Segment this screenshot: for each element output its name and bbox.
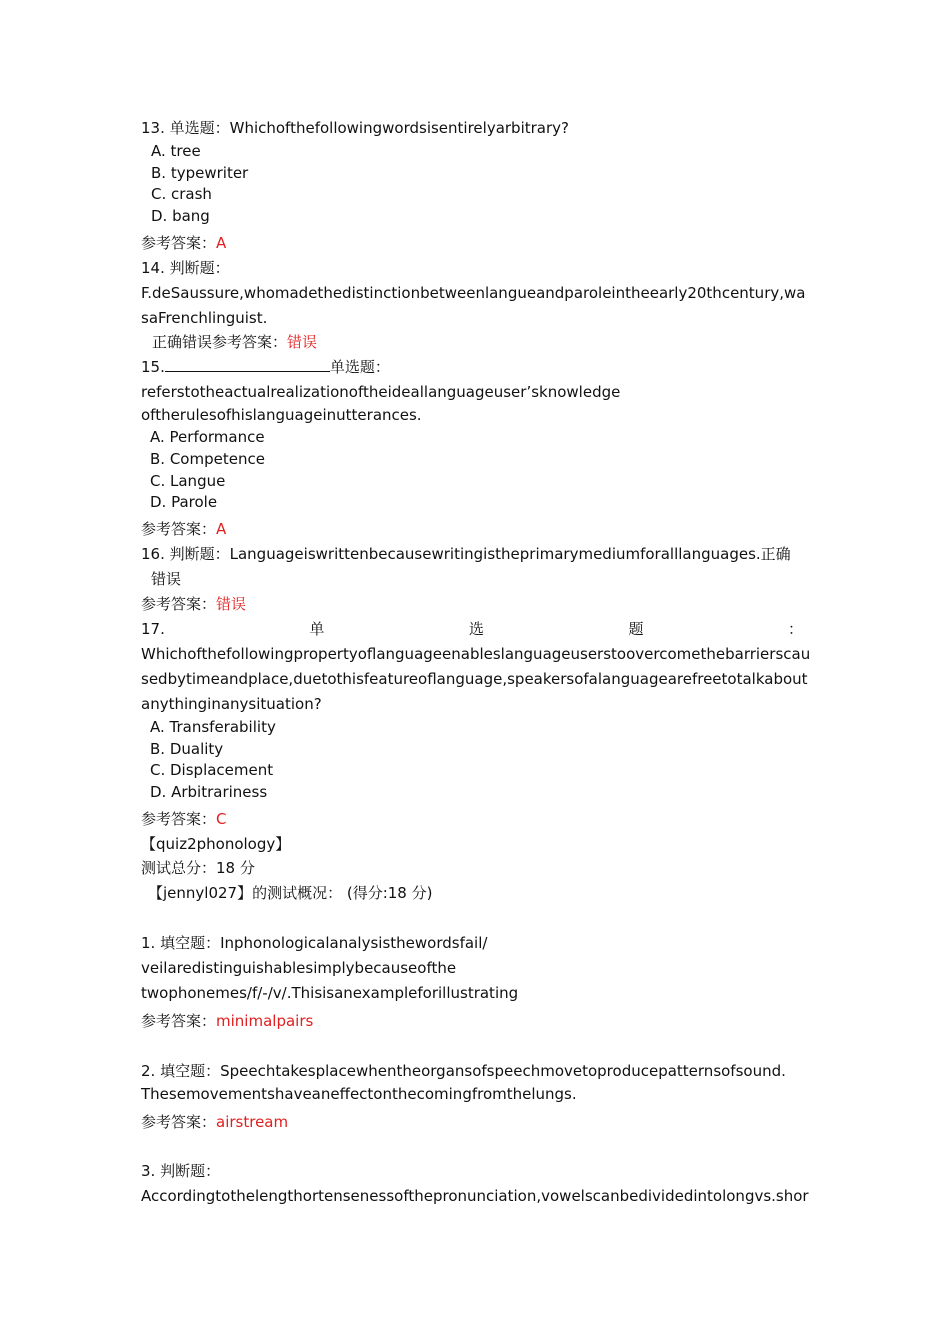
answer-label: 参考答案： (141, 1012, 217, 1030)
answer-value: A (216, 234, 227, 252)
answer-value: C (216, 810, 227, 828)
tf-answer-label: 正确错误参考答案： (152, 333, 288, 351)
q17-option-a: A. Transferability (150, 718, 276, 736)
q17-type-colon: ： (787, 620, 803, 638)
answer-value: 错误 (287, 333, 318, 351)
blank-line (165, 357, 330, 372)
q14-stem: 14. 判断题： (141, 259, 230, 277)
q17-type-char: 单 (309, 620, 325, 638)
q17-number: 17. (141, 620, 165, 638)
q17-type-char: 选 (468, 620, 484, 638)
q15-option-c: C. Langue (150, 472, 226, 490)
q14-text-line2: saFrenchlinguist. (141, 309, 268, 327)
q13-answer (141, 233, 226, 253)
quiz-title: 【quiz2phonology】 (141, 835, 291, 853)
q17-text-line3: anythinginanysituation? (141, 695, 322, 713)
p3-stem-line1: 3. 判断题： (141, 1162, 221, 1180)
q17-option-b: B. Duality (150, 740, 224, 758)
q17-text-line2: sedbytimeandplace,duetothisfeatureoflanguage,speakersofalanguagearefreetotalkabout (141, 670, 808, 688)
answer-value: A (216, 520, 227, 538)
p3-stem-line2: Accordingtothelengthortensenessofthepronunciation,vowelscanbedividedintolongvs.shor (141, 1187, 809, 1205)
q15-option-b: B. Competence (150, 450, 265, 468)
q13-stem: 13. 单选题：Whichofthefollowingwordsisentirelyarbitrary? (141, 119, 569, 137)
p1-stem-line2: veilaredistinguishablesimplybecauseofthe (141, 959, 457, 977)
answer-label: 参考答案： (141, 234, 217, 252)
q14-answer (152, 332, 317, 352)
p1-answer (141, 1011, 313, 1031)
q15-number: 15. (141, 358, 165, 376)
q17-option-c: C. Displacement (150, 761, 274, 779)
p2-stem-line1: 2. 填空题：Speechtakesplacewhentheorgansofspeechmovetoproducepatternsofsound. (141, 1062, 786, 1080)
q17-type-char: 题 (628, 620, 644, 638)
q15-type: 单选题： (329, 358, 390, 376)
q17-text-line1: Whichofthefollowingpropertyoflanguageenableslanguageuserstoovercomethebarrierscau (141, 645, 811, 663)
answer-label: 参考答案： (141, 810, 217, 828)
p2-stem-line2: Thesemovementshaveaneffectonthecomingfromthelungs. (141, 1085, 577, 1103)
q17-option-d: D. Arbitrariness (150, 783, 268, 801)
q15-option-d: D. Parole (150, 493, 218, 511)
q13-option-c: C. crash (151, 185, 212, 203)
q15-answer (141, 519, 226, 539)
q15-option-a: A. Performance (150, 428, 265, 446)
quiz-total-score: 测试总分：18 分 (141, 859, 255, 877)
answer-value: 错误 (216, 595, 247, 613)
q15-text-line1: referstotheactualrealizationoftheideallanguageuser’sknowledge (141, 383, 621, 401)
q17-answer (141, 809, 227, 829)
p1-stem-line1: 1. 填空题：Inphonologicalanalysisthewordsfail/ (141, 934, 488, 952)
q15-stem (141, 357, 390, 377)
answer-value: airstream (216, 1113, 289, 1131)
q13-option-b: B. typewriter (151, 164, 249, 182)
q16-answer (141, 594, 246, 614)
answer-label: 参考答案： (141, 595, 217, 613)
q16-stem: 16. 判断题：Languageiswrittenbecausewritingistheprimarymediumforalllanguages.正确 (141, 545, 791, 563)
q16-stem-line2: 错误 (151, 570, 182, 588)
q13-option-d: D. bang (151, 207, 210, 225)
q17-stem (141, 619, 803, 639)
answer-label: 参考答案： (141, 1113, 217, 1131)
p1-stem-line3: twophonemes/f/-/v/.Thisisanexampleforillustrating (141, 984, 519, 1002)
q14-text-line1: F.deSaussure,whomadethedistinctionbetweenlangueandparoleintheearly20thcentury,wa (141, 284, 806, 302)
answer-value: minimalpairs (216, 1012, 314, 1030)
p2-answer (141, 1112, 288, 1132)
q13-option-a: A. tree (151, 142, 201, 160)
quiz-summary: 【jennyl027】的测试概况： (得分:18 分) (148, 884, 433, 902)
q15-text-line2: oftherulesofhislanguageinutterances. (141, 406, 422, 424)
answer-label: 参考答案： (141, 520, 217, 538)
